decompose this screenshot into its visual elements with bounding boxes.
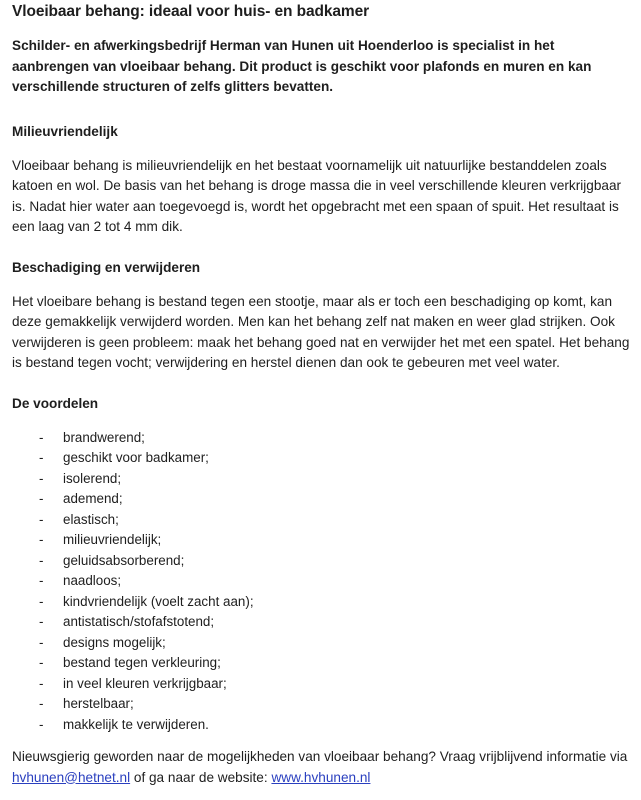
list-bullet: - — [39, 593, 44, 609]
list-bullet: - — [39, 614, 44, 629]
list-item-text: antistatisch/stofafstotend; — [63, 614, 215, 629]
list-item-text: milieuvriendelijk; — [63, 532, 162, 547]
list-item — [12, 571, 631, 592]
list-item-text: elastisch; — [63, 511, 119, 527]
list-item — [12, 428, 631, 449]
list-item-text: in veel kleuren verkrijgbaar; — [63, 675, 227, 691]
list-item — [12, 633, 631, 654]
list-item-text: designs mogelijk; — [63, 634, 166, 650]
list-bullet: - — [39, 655, 44, 670]
list-bullet: - — [39, 429, 44, 445]
list-item — [12, 448, 631, 469]
list-bullet: - — [39, 675, 44, 691]
list-item — [12, 530, 631, 551]
list-item-text: naadloos; — [63, 573, 122, 588]
footer-paragraph — [12, 747, 631, 788]
section-text-milieuvriendelijk: Vloeibaar behang is milieuvriendelijk en het bestaat voornamelijk uit natuurlijke bestanddelen zoals katoen en wol. De basis van het behang is droge massa die in veel verschillende kleuren verkrijgbaar is. Nadat hier water aan toegevoegd is, wordt het opgebracht met een spaan of spuit. Het resultaat is een laag van 2 tot 4 mm dik. — [12, 157, 622, 234]
list-bullet: - — [39, 491, 44, 506]
section-heading-beschadiging: Beschadiging en verwijderen — [12, 259, 201, 275]
list-item — [12, 612, 631, 633]
list-bullet: - — [39, 552, 44, 568]
list-item — [12, 715, 631, 736]
footer-text-before: Nieuwsgierig geworden naar de mogelijkheden van vloeibaar behang? Vraag vrijblijvend informatie via — [12, 749, 628, 764]
list-bullet: - — [39, 634, 44, 650]
section-text-beschadiging: Het vloeibare behang is bestand tegen een stootje, maar als er toch een beschadiging op komt, kan deze gemakkelijk verwijderd worden. Men kan het behang zelf nat maken en weer glad strijken. Ook verwijderen is geen probleem: maak het behang goed nat en verwijder het met een spatel. Het behang is bestand tegen vocht; verwijdering en herstel dienen dan ook te gebeuren met veel water. — [12, 293, 630, 370]
list-item — [12, 469, 631, 490]
list-item-text: makkelijk te verwijderen. — [63, 716, 209, 732]
list-item — [12, 489, 631, 510]
list-bullet: - — [39, 511, 44, 527]
list-item-text: geschikt voor badkamer; — [63, 450, 209, 465]
list-bullet: - — [39, 470, 44, 486]
footer-text-middle: of ga naar de website: — [130, 769, 272, 785]
list-item-text: kindvriendelijk (voelt zacht aan); — [63, 593, 254, 609]
list-item-text: bestand tegen verkleuring; — [63, 655, 221, 670]
list-item-text: geluidsabsorberend; — [63, 552, 185, 568]
website-link[interactable]: www.hvhunen.nl — [271, 769, 371, 785]
list-item-text: herstelbaar; — [63, 696, 134, 711]
list-item-text: brandwerend; — [63, 429, 145, 445]
list-item-text: ademend; — [63, 491, 123, 506]
list-item — [12, 510, 631, 531]
section-heading-milieuvriendelijk: Milieuvriendelijk — [12, 123, 118, 139]
list-item — [12, 653, 631, 674]
email-link[interactable]: hvhunen@hetnet.nl — [12, 769, 131, 785]
list-item — [12, 674, 631, 695]
intro-paragraph: Schilder- en afwerkingsbedrijf Herman van Hunen uit Hoenderloo is specialist in het aanbrengen van vloeibaar behang. Dit product is geschikt voor plafonds en muren en kan verschillende structuren of zelfs glitters bevatten. — [12, 38, 592, 94]
list-item — [12, 592, 631, 613]
list-item-text: isolerend; — [63, 470, 122, 486]
list-bullet: - — [39, 573, 44, 588]
list-bullet: - — [39, 450, 44, 465]
list-item — [12, 694, 631, 715]
list-item — [12, 551, 631, 572]
benefits-heading: De voordelen — [12, 395, 99, 411]
list-bullet: - — [39, 696, 44, 711]
benefits-list — [12, 428, 631, 736]
list-bullet: - — [39, 716, 44, 732]
page-title: Vloeibaar behang: ideaal voor huis- en badkamer — [12, 3, 370, 20]
list-bullet: - — [39, 532, 44, 547]
